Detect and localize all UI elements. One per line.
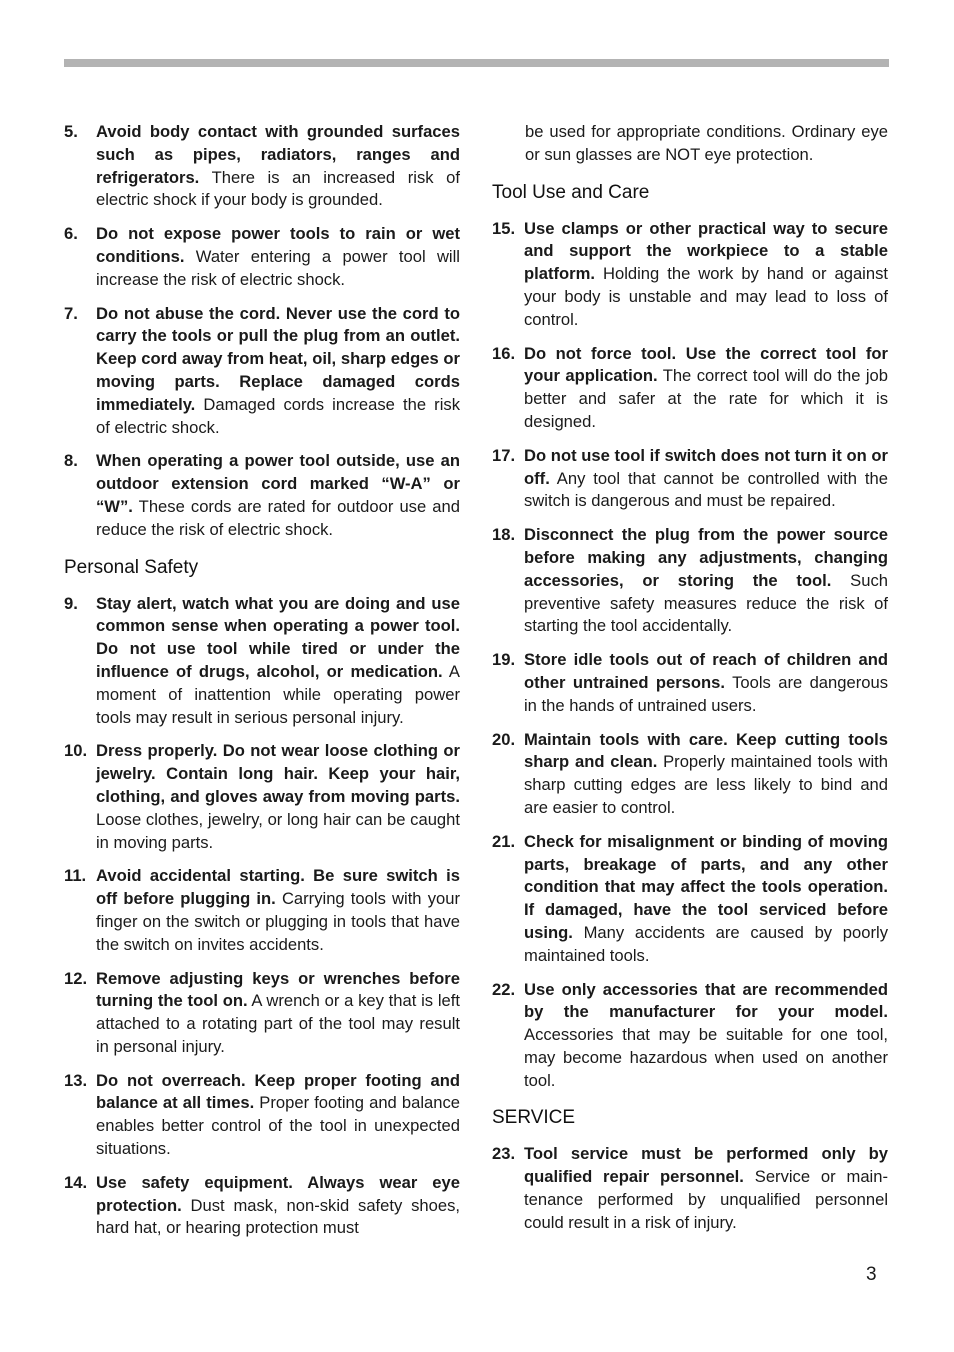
item-bold-text: Do not expose power tools to rain or wet conditions. (96, 224, 460, 266)
item-bold-text: Maintain tools with care. Keep cutting tools sharp and clean. (524, 729, 888, 772)
item-bold-text: Dress properly. Do not wear loose clothing or jewelry. Contain long hair. Keep your hair, clothing, and gloves away from moving parts. (96, 741, 460, 806)
item-number: 22. (492, 979, 516, 999)
item-bold-text: Do not use tool if switch does not turn it on or off. (524, 445, 888, 488)
item-rest-text: Any tool that cannot be controlled with the switch is dangerous and must be repaired. (524, 468, 888, 511)
item-number: 21. (492, 831, 516, 851)
list-items-d (492, 1143, 888, 1234)
item-number: 10. (64, 741, 88, 761)
item-bold-text: Do not force tool. Use the correct tool for your application. (524, 343, 888, 386)
item-rest-text: Such preventive safety measures reduce the risk of starting the tool accidentally. (524, 570, 888, 636)
list-item (492, 979, 888, 1093)
list-item (492, 343, 888, 434)
item-text (96, 303, 460, 440)
item-bold-text: Remove adjusting keys or wrenches before turning the tool on. (96, 968, 460, 1011)
item-number: 14. (64, 1172, 88, 1192)
item-number: 17. (492, 445, 516, 465)
continuation-text: be used for appropriate conditions. Ordinary eye or sun glasses are NOT eye protection. (525, 122, 888, 164)
list-item (492, 729, 888, 820)
item-text (524, 218, 888, 332)
item-bold-text: Use clamps or other practical way to secure and support the workpiece to a stable platform. (524, 218, 888, 284)
item-rest-text: Loose clothes, jewelry, or long hair can be caught in moving parts. (96, 809, 460, 852)
item-bold-text: Tool service must be performed only by qualified repair personnel. (524, 1144, 888, 1187)
item-bold-text: Do not abuse the cord. Never use the cord to carry the tools or pull the plug from an outlet. Keep cord away from heat, oil, sharp edges or moving parts. Replace damaged cords immediately. (96, 303, 460, 414)
item-text (96, 1172, 460, 1240)
item-rest-text: There is an increased risk of electric shock if your body is grounded. (96, 167, 460, 210)
item-rest-text: Holding the work by hand or against your body is unstable and may lead to loss of control. (524, 264, 888, 329)
heading-personal-safety: Personal Safety (64, 556, 199, 578)
item-text (524, 831, 888, 968)
item-bold-text: Avoid accidental starting. Be sure switch is off before plugging in. (96, 866, 460, 909)
item-number: 5. (64, 122, 78, 141)
list-item (492, 649, 888, 717)
list-items-a (64, 121, 460, 542)
item-number: 13. (64, 1070, 88, 1090)
item-text (96, 1070, 460, 1161)
item-text (524, 1143, 888, 1234)
item-bold-text: Store idle tools out of reach of children and other untrained persons. (524, 650, 888, 692)
list-item (64, 121, 460, 212)
item-bold-text: Do not overreach. Keep proper footing and balance at all times. (96, 1070, 460, 1113)
item-bold-text: When operating a power tool outside, use an outdoor extension cord marked “W-A” or “W”. (96, 451, 460, 516)
item-text (524, 524, 888, 638)
list-item (64, 968, 460, 1059)
item-number: 8. (64, 451, 78, 471)
left-column (64, 121, 460, 1251)
item-rest-text: Accessories that may be suitable for one tool, may become hazardous when used on another tool. (524, 1025, 888, 1090)
item-number: 15. (492, 218, 516, 238)
list-item (64, 450, 460, 541)
list-item (64, 1172, 460, 1240)
item-rest-text: Tools are dangerous in the hands of untrained users. (524, 672, 888, 715)
item-text (96, 121, 460, 212)
list-item (492, 831, 888, 968)
item-bold-text: Use only accessories that are recommended by the manufacturer for your model. (524, 979, 888, 1022)
item-bold-text: Disconnect the plug from the power source before making any adjustments, changing accessories, or storing the tool. (524, 525, 888, 590)
item-rest-text: Properly maintained tools with sharp cutting edges are less likely to bind and are easier to control. (524, 752, 888, 817)
item-text (524, 729, 888, 820)
item-number: 16. (492, 343, 516, 363)
item-rest-text: Service or maintenance performed by unqualified personnel could result in a risk of injury. (524, 1167, 888, 1232)
item-rest-text: Many accidents are caused by poorly maintained tools. (524, 922, 888, 965)
item-bold-text: Check for misalignment or binding of moving parts, breakage of parts, and any other condition that may affect the tools operation. If damaged, have the tool serviced before using. (524, 831, 888, 942)
item-number: 11. (64, 866, 87, 886)
item-text (96, 223, 460, 291)
item-number: 7. (64, 303, 78, 323)
item-number: 20. (492, 729, 516, 749)
list-items-b (64, 593, 460, 1241)
item-text (524, 445, 888, 513)
item-text (96, 740, 460, 854)
heading-service: SERVICE (492, 1107, 576, 1129)
page-number: 3 (866, 1264, 877, 1285)
list-item (492, 445, 888, 513)
item-rest-text: Carrying tools with your finger on the switch or plugging in tools that have the switch on invites accidents. (96, 889, 460, 954)
list-item (64, 223, 460, 291)
item-text (96, 865, 460, 956)
item-number: 18. (492, 525, 516, 545)
item-rest-text: A wrench or a key that is left attached to a rotating part of the tool may result in personal injury. (96, 991, 460, 1056)
list-item (64, 593, 460, 730)
item-text (96, 593, 460, 730)
list-item (64, 865, 460, 956)
item-number: 6. (64, 224, 78, 244)
item-bold-text: Stay alert, watch what you are doing and use common sense when operating a power tool. Do not use tool while tired or under the influence of drugs, alcohol, or medication. (96, 593, 460, 681)
item-rest-text: These cords are rated for outdoor use and reduce the risk of electric shock. (96, 496, 460, 539)
heading-tool-use-and-care: Tool Use and Care (492, 181, 650, 203)
item-rest-text: Dust mask, non-skid safety shoes, hard hat, or hearing protection must (96, 1195, 460, 1238)
item-text (524, 979, 888, 1093)
item-text (96, 968, 460, 1059)
item-rest-text: Water entering a power tool will increase the risk of electric shock. (96, 246, 460, 289)
list-item (492, 524, 888, 638)
item-text (524, 343, 888, 434)
list-item (64, 740, 460, 854)
top-rule (64, 59, 889, 67)
item-number: 23. (492, 1144, 516, 1164)
item-rest-text: Proper footing and balance enables better control of the tool in unexpected situations. (96, 1093, 460, 1159)
list-item (492, 218, 888, 332)
item-text (96, 450, 460, 541)
list-item (492, 1143, 888, 1234)
item-number: 9. (64, 593, 78, 613)
item-number: 19. (492, 650, 516, 670)
list-items-c (492, 218, 888, 1093)
item-rest-text: The correct tool will do the job better and safer at the rate for which it is designed. (524, 366, 888, 431)
list-item (64, 303, 460, 440)
item-number: 12. (64, 968, 88, 988)
item-rest-text: Damaged cords increase the risk of electric shock. (96, 394, 460, 437)
item-rest-text: A moment of inattention while operating power tools may result in serious personal injury. (96, 661, 460, 727)
right-column (492, 121, 888, 1246)
item-bold-text: Avoid body contact with grounded surfaces such as pipes, radiators, ranges and refrigerators. (96, 122, 460, 187)
item-text (524, 649, 888, 717)
list-item (64, 1070, 460, 1161)
item-bold-text: Use safety equipment. Always wear eye protection. (96, 1172, 460, 1215)
